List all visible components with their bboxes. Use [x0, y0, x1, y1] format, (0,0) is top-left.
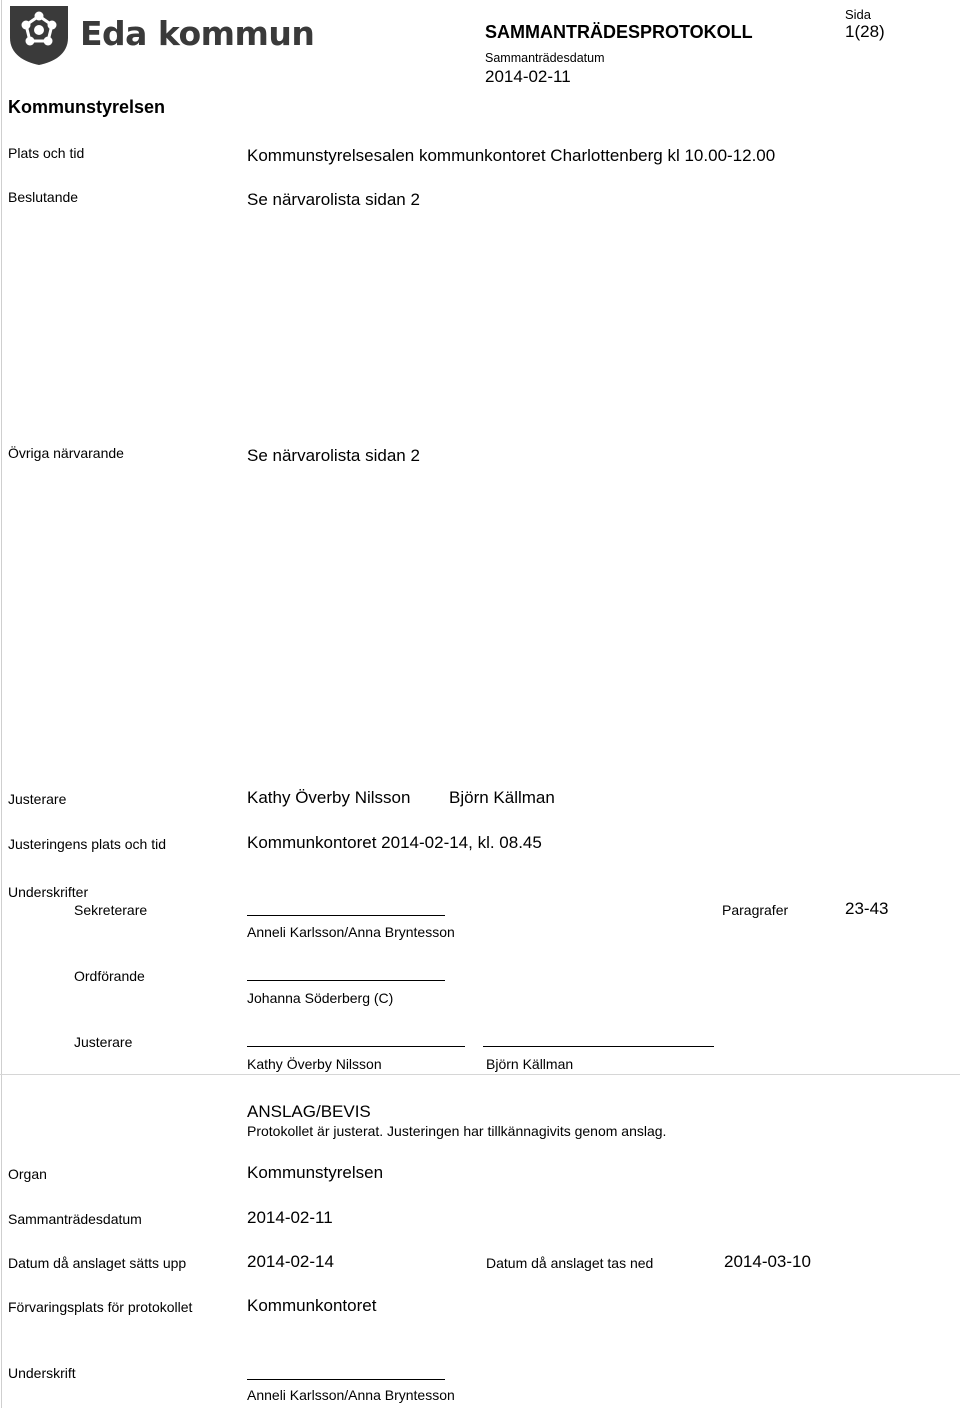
notice-date-value: 2014-02-11: [247, 1208, 333, 1227]
posted-date-value: 2014-02-14: [247, 1252, 334, 1271]
signature-label: Underskrift: [8, 1365, 76, 1381]
removed-date-label: Datum då anslaget tas ned: [486, 1255, 654, 1271]
logo-wordmark: Eda kommun: [80, 14, 315, 53]
paragraphs-label: Paragrafer: [722, 902, 789, 918]
storage-value: Kommunkontoret: [247, 1296, 377, 1315]
posted-date-label: Datum då anslaget sätts upp: [8, 1255, 187, 1271]
others-present-label: Övriga närvarande: [8, 445, 124, 461]
storage-label: Förvaringsplats för protokollet: [8, 1299, 193, 1315]
meeting-date: 2014-02-11: [485, 67, 571, 86]
signatures-title: Underskrifter: [8, 884, 89, 900]
organ-label: Organ: [8, 1166, 47, 1182]
removed-date-value: 2014-03-10: [724, 1252, 811, 1271]
secretary-signature-line: [247, 915, 445, 916]
page-border: [1, 0, 2, 1408]
notice-date-label: Sammanträdesdatum: [8, 1211, 142, 1227]
section-divider: [0, 1074, 960, 1075]
secretary-name: Anneli Karlsson/Anna Bryntesson: [247, 924, 455, 940]
body-name: Kommunstyrelsen: [8, 97, 166, 117]
notice-title: ANSLAG/BEVIS: [247, 1102, 371, 1121]
adjustment-place-label: Justeringens plats och tid: [8, 836, 166, 852]
adjuster-1-signature-line: [247, 1046, 465, 1047]
adjuster-1: Kathy Överby Nilsson: [247, 788, 411, 807]
notice-signature-line: [247, 1379, 445, 1380]
organ-value: Kommunstyrelsen: [247, 1163, 384, 1182]
document-type: SAMMANTRÄDESPROTOKOLL: [485, 22, 753, 42]
notice-signature-name: Anneli Karlsson/Anna Bryntesson: [247, 1387, 455, 1403]
paragraphs-value: 23-43: [845, 899, 889, 918]
signature-adjusters-label: Justerare: [74, 1034, 133, 1050]
adjuster-2: Björn Källman: [449, 788, 555, 807]
decision-makers-value: Se närvarolista sidan 2: [247, 190, 420, 209]
others-present-value: Se närvarolista sidan 2: [247, 446, 420, 465]
meeting-date-label: Sammanträdesdatum: [485, 51, 605, 65]
chair-label: Ordförande: [74, 968, 145, 984]
place-label: Plats och tid: [8, 145, 85, 161]
page-label: Sida: [845, 7, 872, 22]
chair-name: Johanna Söderberg (C): [247, 990, 394, 1006]
adjusters-label: Justerare: [8, 791, 67, 807]
notice-text: Protokollet är justerat. Justeringen har tillkännagivits genom anslag.: [247, 1123, 667, 1139]
chair-signature-line: [247, 980, 445, 981]
adjuster-2-signature-line: [483, 1046, 714, 1047]
secretary-label: Sekreterare: [74, 902, 148, 918]
adjustment-place-value: Kommunkontoret 2014-02-14, kl. 08.45: [247, 833, 542, 852]
decision-makers-label: Beslutande: [8, 189, 79, 205]
municipal-crest-icon: [8, 4, 70, 66]
page-number: 1(28): [845, 22, 885, 41]
place-value: Kommunstyrelsesalen kommunkontoret Charlottenberg kl 10.00-12.00: [247, 146, 776, 165]
signature-adjuster-1: Kathy Överby Nilsson: [247, 1056, 382, 1072]
signature-adjuster-2: Björn Källman: [486, 1056, 574, 1072]
